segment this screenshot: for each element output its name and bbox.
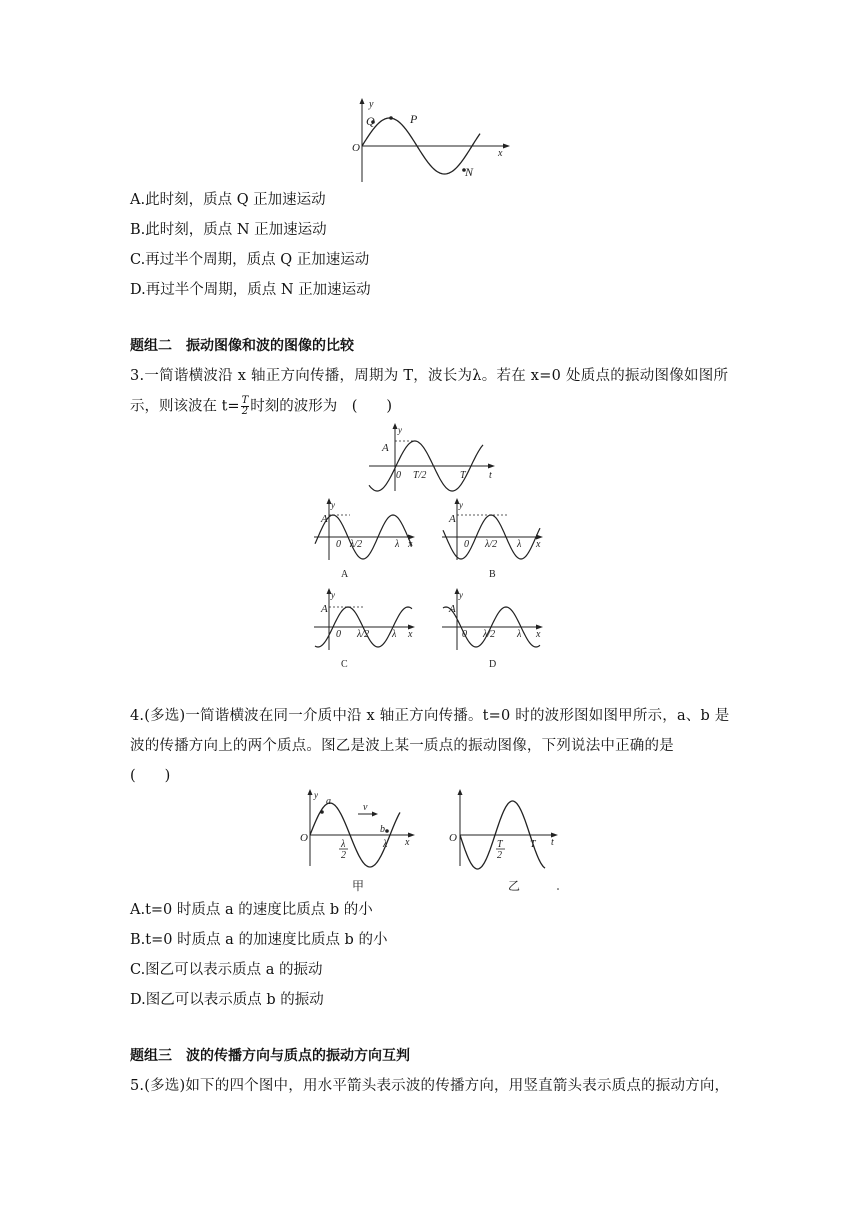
q3-option-b-graph: [440, 498, 570, 588]
fraction-t-over-2: $\frac{T}{2}$: [241, 395, 249, 417]
svg-text:T: T: [530, 839, 536, 850]
group2-heading: 题组二 振动图像和波的图像的比较: [130, 338, 354, 354]
origin-label: O: [352, 142, 360, 154]
svg-text:x: x: [536, 539, 541, 550]
svg-text:T: T: [497, 839, 503, 850]
svg-text:0: 0: [462, 629, 467, 640]
svg-text:y: y: [459, 590, 463, 600]
svg-text:A: A: [382, 442, 389, 454]
q2-option-d: D.再过半个周期，质点 N 正加速运动: [130, 282, 371, 298]
svg-text:O: O: [300, 832, 308, 844]
point-q-label: Q: [366, 114, 375, 128]
q5-line1: 5.(多选)如下的四个图中，用水平箭头表示波的传播方向，用竖直箭头表示质点的振动方向，: [130, 1078, 730, 1094]
q4-option-a: A.t=0 时质点 a 的速度比质点 b 的小: [130, 902, 373, 918]
option-c-caption: C: [341, 659, 348, 670]
svg-text:y: y: [459, 500, 463, 510]
svg-text:λ/2: λ/2: [485, 539, 498, 550]
y-axis-label: y: [369, 99, 374, 110]
svg-text:x: x: [408, 539, 413, 550]
point-p-label: P: [410, 112, 418, 126]
svg-text:a: a: [326, 796, 331, 807]
q2-option-a: A.此时刻，质点 Q 正加速运动: [130, 192, 326, 208]
q2-option-b: B.此时刻，质点 N 正加速运动: [130, 222, 327, 238]
svg-text:x: x: [405, 837, 410, 848]
svg-text:x: x: [536, 629, 541, 640]
svg-text:λ: λ: [341, 839, 346, 850]
q3-option-c-graph: [312, 588, 442, 678]
svg-text:O: O: [449, 832, 457, 844]
q4-figure-yi: [445, 788, 575, 898]
svg-text:t: t: [551, 837, 554, 848]
q3-option-d-graph: [440, 588, 570, 678]
x-axis-label: x: [498, 148, 503, 159]
q4-option-c: C.图乙可以表示质点 a 的振动: [130, 962, 323, 978]
q3-line2-prefix: 示，则该波在 t=: [130, 398, 240, 415]
q2-option-c: C.再过半个周期，质点 Q 正加速运动: [130, 252, 370, 268]
svg-text:λ: λ: [517, 629, 522, 640]
svg-text:λ/2: λ/2: [483, 629, 496, 640]
q4-option-d: D.图乙可以表示质点 b 的振动: [130, 992, 324, 1008]
svg-text:y: y: [331, 500, 335, 510]
svg-text:A: A: [321, 513, 328, 525]
svg-text:A: A: [449, 603, 456, 615]
jia-caption: 甲: [352, 879, 365, 893]
wave-figure-qpn: [340, 98, 520, 188]
svg-text:λ: λ: [392, 629, 397, 640]
svg-text:T/2: T/2: [413, 470, 427, 481]
svg-text:0: 0: [336, 629, 341, 640]
option-d-caption: D: [489, 659, 497, 670]
q4-option-b: B.t=0 时质点 a 的加速度比质点 b 的小: [130, 932, 388, 948]
svg-text:λ/2: λ/2: [350, 539, 363, 550]
q4-line3: ( ): [130, 768, 171, 784]
svg-text:2: 2: [341, 850, 346, 861]
svg-text:y: y: [314, 790, 318, 800]
svg-text:A: A: [321, 603, 328, 615]
svg-text:t: t: [489, 470, 492, 481]
svg-text:v: v: [363, 802, 368, 813]
q3-vibration-graph: [365, 423, 505, 498]
group3-heading: 题组三 波的传播方向与质点的振动方向互判: [130, 1048, 410, 1064]
q4-line2: 波的传播方向上的两个质点。图乙是波上某一质点的振动图像，下列说法中正确的是: [130, 738, 674, 754]
q3-line2-suffix: 时刻的波形为 ( ): [250, 398, 393, 415]
svg-text:λ: λ: [395, 539, 400, 550]
svg-text:λ: λ: [383, 839, 388, 850]
svg-text:y: y: [331, 590, 335, 600]
point-n-label: N: [465, 165, 474, 179]
option-a-caption: A: [341, 569, 349, 580]
q4-figure-jia: [290, 788, 430, 898]
svg-text:0: 0: [336, 539, 341, 550]
yi-caption: 乙: [508, 879, 521, 893]
q4-line1: 4.(多选)一简谐横波在同一介质中沿 x 轴正方向传播。t=0 时的波形图如图甲所示，a、b 是: [130, 708, 730, 724]
svg-text:y: y: [398, 425, 402, 435]
svg-text:A: A: [449, 513, 456, 525]
q3-option-a-graph: [312, 498, 442, 588]
q3-line2: [130, 396, 392, 417]
svg-text:2: 2: [497, 850, 502, 861]
q3-line1: 3.一简谐横波沿 x 轴正方向传播，周期为 T，波长为λ。若在 x=0 处质点的振动图像如图所: [130, 368, 729, 384]
svg-text:b: b: [380, 824, 385, 835]
option-b-caption: B: [489, 569, 496, 580]
svg-text:0: 0: [464, 539, 469, 550]
svg-text:x: x: [408, 629, 413, 640]
svg-text:T: T: [460, 470, 466, 481]
svg-text:λ/2: λ/2: [357, 629, 370, 640]
svg-text:0: 0: [396, 470, 401, 481]
svg-text:λ: λ: [517, 539, 522, 550]
